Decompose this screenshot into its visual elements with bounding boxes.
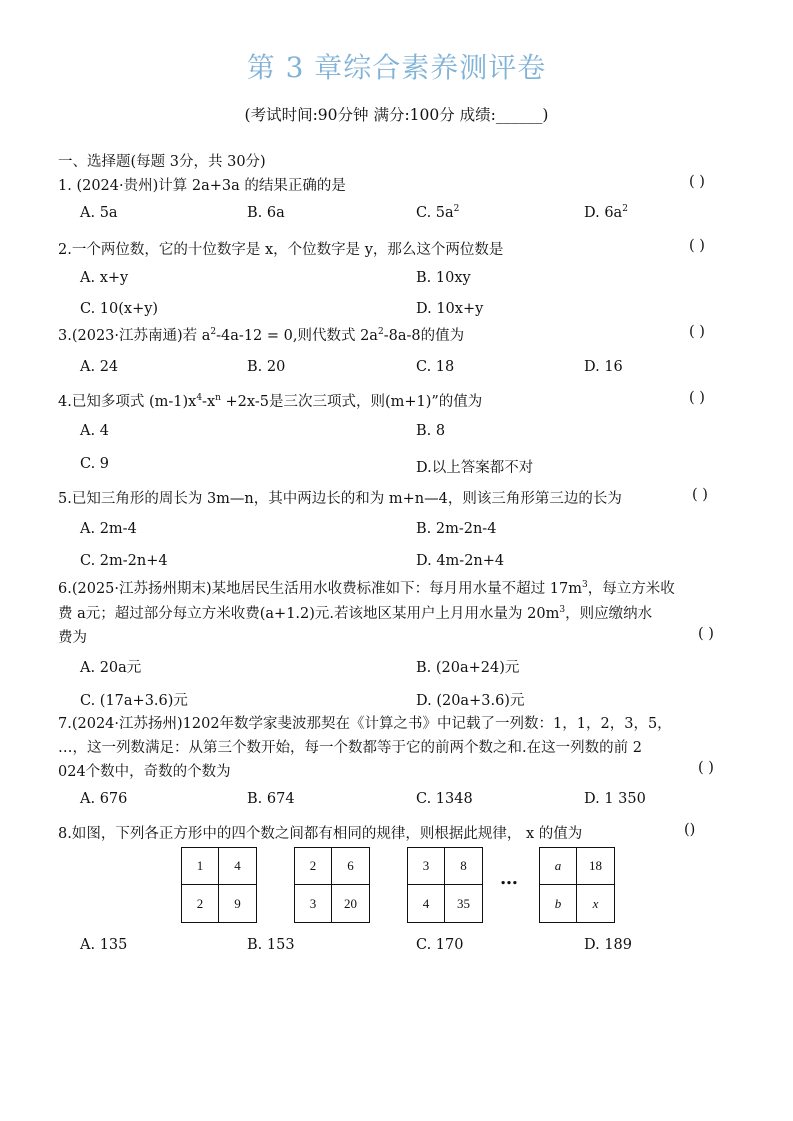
option-d: D. 4m-2n+4 [416, 553, 505, 569]
square-cell: a [540, 848, 577, 885]
number-square-1 [181, 847, 257, 923]
number-square-4 [539, 847, 615, 923]
square-cell: 2 [182, 885, 219, 922]
option-c: C. 2m-2n+4 [80, 553, 168, 569]
option-c: C. 1348 [416, 791, 473, 807]
square-cell: x [592, 895, 599, 911]
answer-paren: ( ) [698, 760, 714, 776]
option-b: B. 2m-2n-4 [416, 521, 497, 537]
page-title: 第 3 章综合素养测评卷 [246, 51, 547, 84]
square-cell: 2 [295, 848, 332, 885]
option-b: B. 8 [416, 423, 446, 439]
option-a: A. 20a元 [80, 660, 142, 676]
option-a: A. 24 [80, 359, 119, 375]
answer-paren: ( ) [689, 174, 705, 190]
option-d: D. 189 [584, 937, 633, 953]
option-a: A. 2m-4 [80, 521, 137, 537]
square-cell: 1 [182, 848, 219, 885]
option-a: A. x+y [80, 270, 129, 286]
square-cell: 8 [445, 848, 482, 885]
square-cell: 3 [295, 885, 332, 922]
square-cell: 3 [408, 848, 445, 885]
option-b: B. 153 [247, 937, 295, 953]
option-d: D.以上答案都不对 [416, 460, 534, 476]
square-cell: 18 [577, 848, 614, 885]
option-d: D. (20a+3.6)元 [416, 693, 525, 709]
square-cell: 20 [344, 895, 357, 911]
option-c: C. $5a^2$ [416, 204, 460, 221]
option-a: A. 5a [80, 205, 118, 221]
section-heading: 一、选择题(每题 3分，共 30分) [58, 154, 266, 170]
exam-info: (考试时间:90分钟 满分:100分 成绩:______) [244, 106, 549, 124]
option-d: D. 1 350 [584, 791, 646, 807]
question-1-stem: 1. (2024·贵州)计算 2a+3a 的结果正确的是 [58, 178, 346, 194]
square-cell: 9 [234, 895, 241, 911]
option-d: D. 10x+y [416, 301, 484, 317]
question-6-line-2: 费 a元；超过部分每立方米收费(a+1.2)元.若该地区某用户上月用水量为 $20m^3$，则应缴纳水 [58, 605, 653, 622]
option-b: B. 674 [247, 791, 295, 807]
option-d: D. $6a^2$ [584, 204, 628, 221]
question-6-line-1: 6.(2025·江苏扬州期末)某地居民生活用水收费标准如下：每月用水量不超过 $17m^3$，每立方米收 [58, 580, 675, 597]
square-cell: 35 [457, 895, 470, 911]
option-b: B. 10xy [416, 270, 471, 286]
option-c: C. 10(x+y) [80, 301, 159, 317]
option-c: C. (17a+3.6)元 [80, 693, 188, 709]
question-7-line-3: 024个数中，奇数的个数为 [58, 764, 231, 780]
question-7-line-1: 7.(2024·江苏扬州)1202年数学家斐波那契在《计算之书》中记载了一列数：1，1，2，3，5， [58, 716, 672, 732]
square-cell: 4 [219, 848, 256, 885]
ellipsis: … [500, 868, 519, 889]
question-8-stem: 8.如图，下列各正方形中的四个数之间都有相同的规律，则根据此规律， x 的值为 [58, 826, 583, 842]
answer-paren: () [684, 822, 696, 838]
square-cell: b [540, 885, 577, 922]
question-4-stem: 4.已知多项式 $(m-1)x^4-x^n +2x-5$是三次三项式，则(m+1)”的值为 [58, 393, 483, 410]
question-5-stem: 5.已知三角形的周长为 3m—n，其中两边长的和为 m+n—4，则该三角形第三边的长为 [58, 491, 622, 507]
question-7-line-2: …，这一列数满足：从第三个数开始，每一个数都等于它的前两个数之和.在这一列数的前 2 [58, 740, 642, 756]
answer-paren: ( ) [692, 487, 708, 503]
option-c: C. 170 [416, 937, 464, 953]
option-a: A. 135 [80, 937, 128, 953]
question-6-line-3: 费为 [58, 630, 87, 646]
option-d: D. 16 [584, 359, 623, 375]
question-2-stem: 2.一个两位数，它的十位数字是 x，个位数字是 y，那么这个两位数是 [58, 242, 504, 258]
option-a: A. 4 [80, 423, 109, 439]
number-square-2 [294, 847, 370, 923]
option-c: C. 9 [80, 456, 110, 472]
answer-paren: ( ) [689, 390, 705, 406]
question-3-stem: 3.(2023·江苏南通)若 $a^2-4a-12 = 0$,则代数式 $2a^2-8a-8$的值为 [58, 327, 465, 344]
square-cell: 6 [332, 848, 369, 885]
option-b: B. 6a [247, 205, 285, 221]
number-square-3 [407, 847, 483, 923]
answer-paren: ( ) [689, 238, 705, 254]
answer-paren: ( ) [698, 626, 714, 642]
square-cell: 4 [408, 885, 445, 922]
answer-paren: ( ) [689, 324, 705, 340]
option-b: B. 20 [247, 359, 286, 375]
option-b: B. (20a+24)元 [416, 660, 520, 676]
option-a: A. 676 [80, 791, 128, 807]
option-c: C. 18 [416, 359, 455, 375]
